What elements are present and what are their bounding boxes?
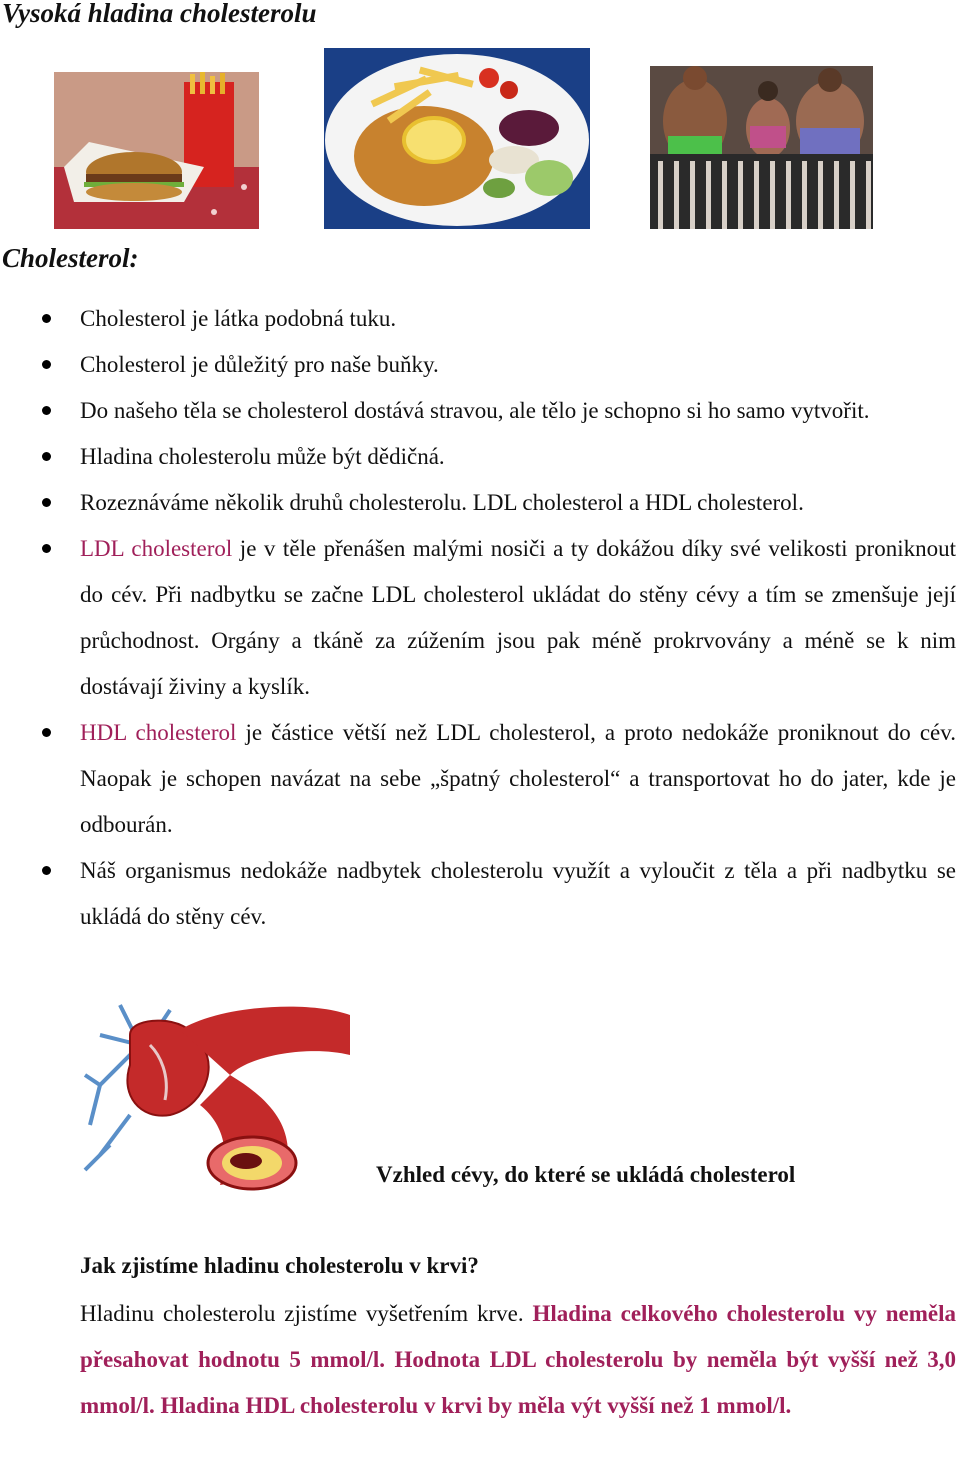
bullet-item: Hladina cholesterolu může být dědičná.: [80, 434, 956, 480]
bullet-item: Do našeho těla se cholesterol dostává stravou, ale tělo je schopno si ho samo vytvořit.: [80, 388, 956, 434]
section-heading: Cholesterol:: [2, 243, 139, 273]
people-sitting-photo: [650, 66, 873, 229]
bullet-item: HDL cholesterol je částice větší než LDL cholesterol, a proto nedokáže proniknout do cév. Naopak je schopen navázat na sebe „špatný cholesterol“ a transportovat ho do jater, kde je odbourán.: [80, 710, 956, 848]
bullet-item: Náš organismus nedokáže nadbytek cholesterolu využít a vyloučit z těla a při nadbytku se ukládá do stěny cév.: [80, 848, 956, 940]
bullet-list: [80, 296, 956, 940]
bullet-item: Cholesterol je látka podobná tuku.: [80, 296, 956, 342]
schnitzel-plate-photo: [324, 48, 590, 229]
hdl-term: HDL cholesterol: [80, 720, 237, 745]
heart-and-artery-illustration: [80, 995, 356, 1191]
answer-highlight: Hladina celkového cholesterolu vy neměla přesahovat hodnotu 5 mmol/l. Hodnota LDL cholesterolu by neměla být vyšší než 3,0 mmol/l. Hladina HDL cholesterolu v krvi by měla výt vyšší než 1 mmol/l.: [80, 1301, 956, 1418]
answer-paragraph: Hladinu cholesterolu zjistíme vyšetřením krve. Hladina celkového cholesterolu vy neměla přesahovat hodnotu 5 mmol/l. Hodnota LDL cholesterolu by neměla být vyšší než 3,0 mmol/l. Hladina HDL cholesterolu v krvi by měla výt vyšší než 1 mmol/l.: [80, 1301, 956, 1418]
figure-caption: Vzhled cévy, do které se ukládá cholesterol: [376, 1162, 796, 1187]
bullet-item: LDL cholesterol je v těle přenášen malými nosiči a ty dokážou díky své velikosti proniknout do cév. Při nadbytku se začne LDL cholesterol ukládat do stěny cévy a tím se zmenšuje její průchodnost. Orgány a tkáně za zúžením jsou pak méně prokrvovány a méně se k nim dostávají živiny a kyslík.: [80, 526, 956, 710]
bullet-item: Rozeznáváme několik druhů cholesterolu. LDL cholesterol a HDL cholesterol.: [80, 480, 956, 526]
page-title: Vysoká hladina cholesterolu: [2, 0, 317, 28]
question-heading: Jak zjistíme hladinu cholesterolu v krvi?: [80, 1253, 479, 1278]
ldl-term: LDL cholesterol: [80, 536, 233, 561]
bullet-item: Cholesterol je důležitý pro naše buňky.: [80, 342, 956, 388]
hamburger-and-fries-photo: [54, 72, 259, 229]
